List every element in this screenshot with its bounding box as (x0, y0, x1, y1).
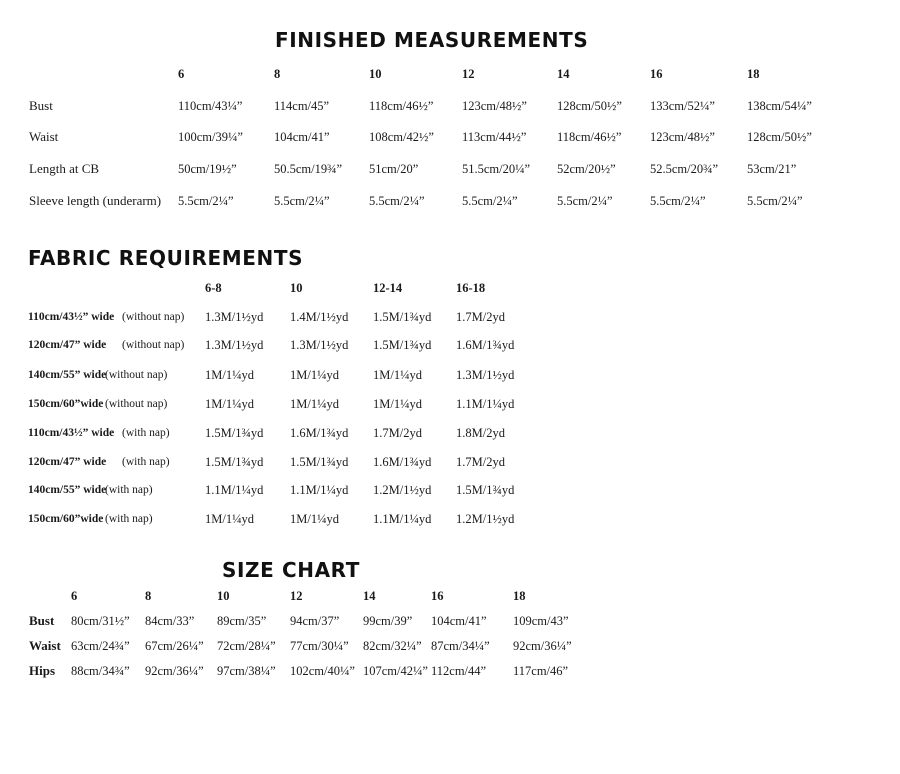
fabric-amount: 1M/1¼yd (205, 397, 254, 411)
measurement-value: 5.5cm/2¼” (462, 194, 518, 208)
size-header: 18 (513, 589, 526, 603)
nap-note: (with nap) (105, 513, 153, 525)
measurement-label: Sleeve length (underarm) (29, 193, 162, 208)
body-measurement-value: 109cm/43” (513, 614, 569, 628)
measurement-value: 114cm/45” (274, 99, 330, 113)
fabric-width: 120cm/47” wide (28, 339, 107, 351)
size-header: 14 (363, 589, 376, 603)
fabric-width-label (28, 426, 170, 440)
fabric-requirements-title: FABRIC REQUIREMENTS (28, 246, 304, 270)
nap-note: (without nap) (105, 369, 168, 381)
body-measurement-value: 107cm/42¼” (363, 664, 428, 678)
fabric-amount: 1.2M/1½yd (373, 483, 432, 497)
fabric-width-label (28, 338, 185, 352)
body-measurement-label: Hips (29, 663, 56, 678)
measurement-value: 52cm/20½” (557, 162, 616, 176)
size-header: 12-14 (373, 281, 403, 295)
body-measurement-label: Waist (29, 638, 61, 653)
fabric-width: 150cm/60”wide (28, 398, 104, 410)
size-header: 6 (178, 67, 185, 81)
fabric-amount: 1.5M/1¾yd (373, 310, 432, 324)
body-measurement-value: 84cm/33” (145, 614, 195, 628)
measurement-value: 51.5cm/20¼” (462, 162, 531, 176)
body-measurement-value: 88cm/34¾” (71, 664, 130, 678)
fabric-amount: 1.7M/2yd (373, 426, 422, 440)
measurement-label: Waist (29, 129, 59, 144)
finished-measurements-title: FINISHED MEASUREMENTS (275, 28, 589, 52)
measurement-value: 52.5cm/20¾” (650, 162, 719, 176)
size-header: 6 (71, 589, 78, 603)
size-header: 14 (557, 67, 570, 81)
body-measurement-value: 117cm/46” (513, 664, 569, 678)
fabric-width-label (28, 397, 168, 411)
measurement-value: 5.5cm/2¼” (747, 194, 803, 208)
fabric-amount: 1.5M/1¾yd (373, 338, 432, 352)
measurement-value: 123cm/48½” (650, 130, 715, 144)
nap-note: (without nap) (105, 398, 168, 410)
size-header: 12 (290, 589, 303, 603)
body-measurement-value: 92cm/36¼” (513, 639, 572, 653)
body-measurement-value: 72cm/28¼” (217, 639, 276, 653)
nap-note: (without nap) (122, 311, 185, 323)
fabric-width: 140cm/55” wide (28, 484, 107, 496)
fabric-amount: 1.1M/1¼yd (290, 483, 349, 497)
body-measurement-value: 99cm/39” (363, 614, 413, 628)
size-chart-title: SIZE CHART (222, 558, 361, 582)
measurement-value: 128cm/50½” (747, 130, 812, 144)
body-measurement-value: 97cm/38¼” (217, 664, 276, 678)
nap-note: (with nap) (105, 484, 153, 496)
body-measurement-value: 80cm/31½” (71, 614, 130, 628)
nap-note: (with nap) (122, 427, 170, 439)
nap-note: (with nap) (122, 456, 170, 468)
measurement-value: 5.5cm/2¼” (557, 194, 613, 208)
measurement-value: 5.5cm/2¼” (178, 194, 234, 208)
body-measurement-value: 82cm/32¼” (363, 639, 422, 653)
measurement-value: 108cm/42½” (369, 130, 434, 144)
fabric-amount: 1M/1¼yd (205, 368, 254, 382)
fabric-amount: 1.6M/1¾yd (456, 338, 515, 352)
fabric-amount: 1.8M/2yd (456, 426, 505, 440)
fabric-amount: 1M/1¼yd (290, 368, 339, 382)
body-measurement-value: 89cm/35” (217, 614, 267, 628)
fabric-amount: 1.1M/1¼yd (456, 397, 515, 411)
fabric-amount: 1.3M/1½yd (456, 368, 515, 382)
fabric-width: 150cm/60”wide (28, 513, 104, 525)
fabric-amount: 1.5M/1¾yd (205, 426, 264, 440)
fabric-amount: 1.7M/2yd (456, 455, 505, 469)
size-header: 18 (747, 67, 760, 81)
fabric-width-label (28, 310, 185, 324)
body-measurement-value: 104cm/41” (431, 614, 487, 628)
fabric-width-label (28, 455, 170, 469)
fabric-amount: 1.4M/1½yd (290, 310, 349, 324)
fabric-amount: 1M/1¼yd (373, 397, 422, 411)
measurement-value: 5.5cm/2¼” (274, 194, 330, 208)
fabric-width: 120cm/47” wide (28, 456, 107, 468)
fabric-width: 110cm/43½” wide (28, 311, 115, 323)
fabric-amount: 1M/1¼yd (205, 512, 254, 526)
size-header: 6-8 (205, 281, 222, 295)
measurement-value: 138cm/54¼” (747, 99, 812, 113)
measurement-label: Length at CB (29, 161, 100, 176)
measurement-value: 100cm/39¼” (178, 130, 243, 144)
fabric-amount: 1.5M/1¾yd (290, 455, 349, 469)
measurement-value: 123cm/48½” (462, 99, 527, 113)
measurement-value: 133cm/52¼” (650, 99, 715, 113)
size-header: 8 (145, 589, 152, 603)
body-measurement-value: 77cm/30¼” (290, 639, 349, 653)
size-header: 8 (274, 67, 281, 81)
measurement-value: 118cm/46½” (557, 130, 622, 144)
fabric-amount: 1.3M/1½yd (290, 338, 349, 352)
size-header: 10 (290, 281, 303, 295)
fabric-amount: 1.3M/1½yd (205, 310, 264, 324)
fabric-amount: 1M/1¼yd (290, 512, 339, 526)
size-header: 12 (462, 67, 475, 81)
body-measurement-value: 112cm/44” (431, 664, 487, 678)
fabric-amount: 1.3M/1½yd (205, 338, 264, 352)
fabric-width-label (28, 512, 153, 526)
size-header: 16-18 (456, 281, 486, 295)
measurement-value: 53cm/21” (747, 162, 797, 176)
measurement-value: 118cm/46½” (369, 99, 434, 113)
body-measurement-value: 94cm/37” (290, 614, 340, 628)
fabric-amount: 1.7M/2yd (456, 310, 505, 324)
body-measurement-label: Bust (29, 613, 55, 628)
body-measurement-value: 87cm/34¼” (431, 639, 490, 653)
fabric-width-label (28, 483, 153, 497)
size-header: 16 (650, 67, 663, 81)
size-header: 10 (369, 67, 382, 81)
measurement-value: 128cm/50½” (557, 99, 622, 113)
body-measurement-value: 102cm/40¼” (290, 664, 355, 678)
measurement-value: 5.5cm/2¼” (650, 194, 706, 208)
nap-note: (without nap) (122, 339, 185, 351)
fabric-amount: 1.6M/1¾yd (290, 426, 349, 440)
measurement-label: Bust (29, 98, 53, 113)
fabric-amount: 1M/1¼yd (290, 397, 339, 411)
fabric-width: 110cm/43½” wide (28, 427, 115, 439)
body-measurement-value: 63cm/24¾” (71, 639, 130, 653)
fabric-amount: 1.5M/1¾yd (456, 483, 515, 497)
fabric-amount: 1M/1¼yd (373, 368, 422, 382)
measurement-value: 51cm/20” (369, 162, 419, 176)
fabric-amount: 1.2M/1½yd (456, 512, 515, 526)
body-measurement-value: 67cm/26¼” (145, 639, 204, 653)
measurement-value: 110cm/43¼” (178, 99, 243, 113)
fabric-amount: 1.1M/1¼yd (373, 512, 432, 526)
fabric-width: 140cm/55” wide (28, 369, 107, 381)
size-header: 16 (431, 589, 444, 603)
measurement-value: 113cm/44½” (462, 130, 527, 144)
measurement-value: 50cm/19½” (178, 162, 237, 176)
fabric-amount: 1.1M/1¼yd (205, 483, 264, 497)
size-header: 10 (217, 589, 230, 603)
fabric-amount: 1.5M/1¾yd (205, 455, 264, 469)
body-measurement-value: 92cm/36¼” (145, 664, 204, 678)
measurement-value: 5.5cm/2¼” (369, 194, 425, 208)
fabric-amount: 1.6M/1¾yd (373, 455, 432, 469)
measurement-value: 104cm/41” (274, 130, 330, 144)
fabric-width-label (28, 368, 168, 382)
measurement-value: 50.5cm/19¾” (274, 162, 343, 176)
